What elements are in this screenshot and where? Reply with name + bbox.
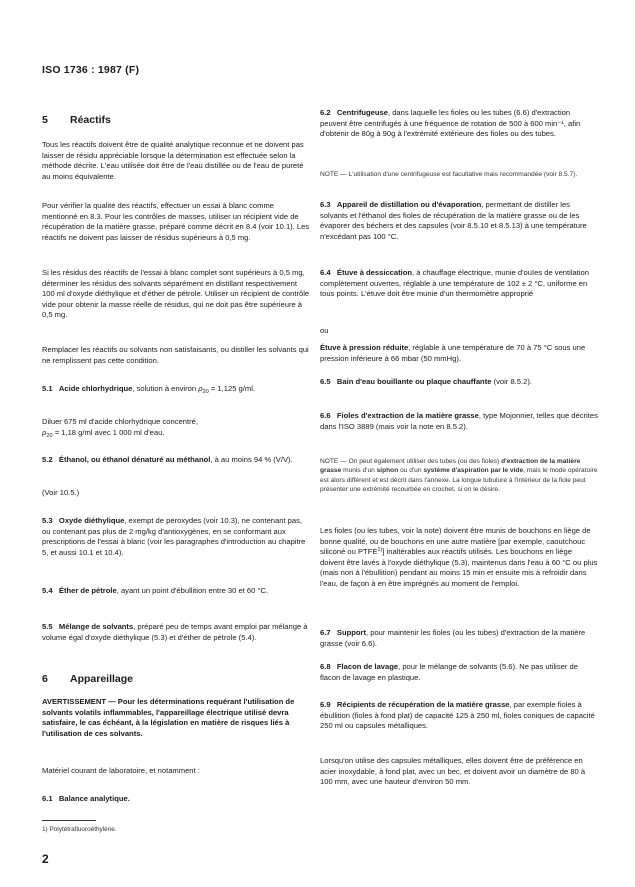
section-5-1: 5.1 Acide chlorhydrique, solution à environ $\rho_{20} = 1,125$ g/ml. [42,384,256,395]
section-5-paragraph-2: Pour vérifier la qualité des réactifs, effectuer un essai à blanc comme mentionné en 8.3. Pour les contrôles de masses, utiliser un récipient vide de récupération de la matière grasse, préparé comme décrit en 8.4 (voir 10.1). Les réactifs ne doivent pas laisser de résidus supérieurs à 0,5 mg. [42,201,310,242]
section-5-heading: 5 Réactifs [42,114,111,126]
section-5-3: 5.3 Oxyde diéthylique, exempt de peroxydes (voir 10.3), ne contenant pas, ou contenant pas plus de 2 mg/kg d'antioxygènes, en se conformant aux prescriptions de l'essai à blanc (voir les paragraphes d'introduction au chapitre 5, et aussi 10.1 et 10.4). [42,516,306,557]
section-6-8: 6.8 Flacon de lavage, pour le mélange de solvants (5.6). Ne pas utiliser de flacon de lavage en plastique. [320,662,578,682]
section-6-3: 6.3 Appareil de distillation ou d'évaporation, permettant de distiller les solvants et l'éthanol des fioles de récupération de la matière grasse ou de les évaporer des béchers et des capsules (voir 8.5.10 et 8.5.13) à une température n'excédant pas 100 °C. [320,200,587,241]
section-6-4-alternative: Étuve à pression réduite, réglable à une température de 70 à 75 °C sous une pression inférieure à 66 mbar (50 mmHg). [320,343,586,363]
footnote: 1) Polytétrafluoroéthylène. [42,826,117,833]
section-6-9-paragraph: Lorsqu'on utilise des capsules métalliques, elles doivent être de préférence en acier inoxydable, à fond plat, avec un bec, et doivent avoir un diamètre de 80 à 100 mm, avec une hauteur d'environ 50 mm. [320,756,586,787]
section-5-paragraph-1: Tous les réactifs doivent être de qualité analytique reconnue et ne doivent pas laisser de résidu appréciable lorsque la détermination est effectuée selon la méthode décrite. L'eau utilisée doit être de l'eau distillée ou de l'eau de pureté au moins équivalente. [42,140,304,181]
section-6-1: 6.1 Balance analytique. [42,794,130,803]
section-5-4: 5.4 Éther de pétrole, ayant un point d'ébullition entre 30 et 60 °C. [42,586,269,595]
section-6-6-note: NOTE — On peut également utiliser des tubes (ou des fioles) d'extraction de la matière grasse munis d'un siphon ou d'un système d'aspiration par le vide, mais le mode opératoire est alors différent et est décrit dans l'annexe. La longue tubulure à l'intérieur de la fiole peut présenter une extrémité recourbée en crochet, si on le désire. [320,458,598,494]
section-6-4: 6.4 Étuve à dessiccation, à chauffage électrique, munie d'ouïes de ventilation complètement ouvertes, réglable à une température de 102 ± 2 °C, uniforme en tous points. L'étuve doit être munie d'un thermomètre approprié [320,268,589,299]
material-intro: Matériel courant de laboratoire, et notamment : [42,766,200,775]
section-5-paragraph-4: Remplacer les réactifs ou solvants non satisfaisants, ou distiller les solvants qui ne remplissent pas cette condition. [42,345,309,365]
section-6-5: 6.5 Bain d'eau bouillante ou plaque chauffante (voir 8.5.2). [320,377,532,386]
section-5-5: 5.5 Mélange de solvants, préparé peu de temps avant emploi par mélange à volume égal d'oxyde diéthylique (5.3) et d'éther de pétrole (5.4). [42,622,308,642]
section-5-paragraph-3: Si les résidus des réactifs de l'essai à blanc complet sont supérieurs à 0,5 mg, déterminer les résidus des solvants séparément en distillant respectivement 100 ml d'oxyde diéthylique et d'éther de pétrole. Utiliser un récipient de contrôle vide pour obtenir la masse réelle de résidus, qui ne doit pas être supérieure à 0,5 mg. [42,268,310,320]
section-6-7: 6.7 Support, pour maintenir les fioles (ou les tubes) d'extraction de la matière grasse (voir 6.6). [320,628,586,648]
section-6-2-note: NOTE — L'utilisation d'une centrifugeuse est facultative mais recommandée (voir 8.5.7). [320,171,578,178]
page-header: ISO 1736 : 1987 (F) [42,64,140,76]
section-6-heading: 6 Appareillage [42,673,134,685]
section-6-6-paragraph: Les fioles (ou les tubes, voir la note) doivent être munis de bouchons en liège de bonne qualité, ou de bouchons en une autre matière [par exemple, caoutchouc siliconé ou PTFE$^{1)}$] inaltérables aux réactifs utilisés. Les bouchons en liège doivent être lavés à l'oxyde diéthylique (5.3), maintenus dans l'eau à 60 °C ou plus (mais non à l'ébullition) pendant au moins 15 min et ensuite mis à refroidir dans l'eau, de façon à en être imprégnés au moment de l'emploi. [320,526,598,588]
footnote-separator [42,820,96,821]
section-5-2-reference: (Voir 10.5.) [42,488,80,497]
section-6-2: 6.2 Centrifugeuse, dans laquelle les fioles ou les tubes (6.6) d'extraction peuvent être centrifugés à une fréquence de rotation de 500 à 600 min⁻¹, afin d'obtenir de 80g à 90g à l'extrémité extérieure des fioles ou des tubes. [320,108,581,139]
section-6-9: 6.9 Récipients de récupération de la matière grasse, par exemple fioles à ébullition (fioles à fond plat) de capacité 125 à 250 ml, fioles coniques de capacité 250 ml ou capsules métalliques. [320,700,595,731]
page-number: 2 [42,852,49,866]
section-5-2: 5.2 Éthanol, ou éthanol dénaturé au méthanol, à au moins 94 % (V/V). [42,455,293,464]
section-6-6: 6.6 Fioles d'extraction de la matière grasse, type Mojonnier, telles que décrites dans l'ISO 3889 (mais voir la note en 8.5.2). [320,411,598,431]
section-6-4-or: ou [320,326,329,335]
section-5-1-paragraph: Diluer 675 ml d'acide chlorhydrique concentré, $\rho_{20} = 1,18$ g/ml avec 1 000 ml d'eau. [42,417,198,439]
warning-paragraph: AVERTISSEMENT — Pour les déterminations requérant l'utilisation de solvants volatils inflammables, l'appareillage électrique utilisé devra satisfaire, le cas échéant, à la législation en matière de risques liés à l'utilisation de ces solvants. [42,697,295,738]
